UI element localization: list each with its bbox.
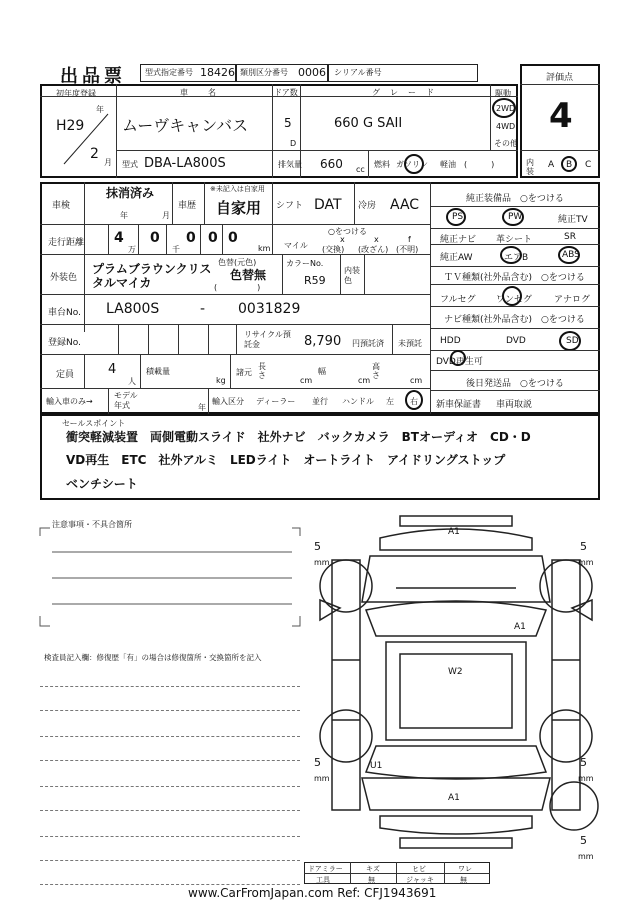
dims-label: 諸元 — [236, 368, 252, 377]
mileage-digit-5: 0 — [228, 230, 238, 246]
mileage-km: km — [258, 244, 271, 253]
legend-tools-value: 無 — [368, 876, 375, 884]
equip-abs-circle — [558, 246, 580, 264]
door-label: ドア数 — [274, 88, 298, 97]
chassis-dash: - — [200, 301, 206, 317]
sales-line-3: ベンチシート — [66, 477, 138, 491]
height-label: 高さ — [372, 362, 380, 380]
recycle-not: 未預託 — [398, 339, 422, 348]
navi-title: ナビ種類(社外品含む) ○をつける — [444, 315, 585, 325]
dvd-circle — [450, 350, 466, 366]
serial-label: シリアル番号 — [334, 68, 382, 77]
drive-4wd: 4WD — [496, 122, 516, 131]
door-unit: D — [290, 139, 297, 148]
equipment-title: 純正装備品 ○をつける — [466, 194, 564, 204]
history-note: ※未記入は自家用 — [210, 185, 265, 193]
sales-line-1: 衝突軽減装置 両側電動スライド 社外ナビ バックカメラ BTオーディオ CD・D — [66, 430, 531, 444]
tire-depth-rear-left: 5 — [314, 756, 321, 769]
class-no: 0006 — [298, 66, 326, 79]
legend-tools: 工具 — [316, 876, 330, 884]
legend-scratch: キズ — [366, 865, 380, 873]
equip-aw: 純正AW — [440, 253, 473, 263]
mileage-digit-1: 4 — [114, 230, 124, 246]
type-cert-no: 18426 — [200, 66, 235, 79]
model-value: DBA-LA800S — [144, 156, 226, 171]
unknown-label: (不明) — [396, 245, 419, 254]
first-reg-month: 2 — [90, 146, 99, 162]
tire-mm-rl: mm — [314, 774, 330, 783]
color-change-label: 色替(元色) — [218, 258, 257, 267]
model-year-label: モデル年式 — [114, 391, 138, 410]
model-label: 型式 — [122, 160, 138, 169]
equip-pw: PW — [508, 212, 523, 222]
after-manual: 車両取説 — [496, 400, 533, 410]
color-paren: ( ) — [214, 283, 261, 292]
drive-other: その他 — [494, 139, 518, 148]
equip-navi: 純正ナビ — [440, 235, 477, 245]
chassis-model: LA800S — [106, 301, 160, 317]
first-reg-label: 初年度登録 — [56, 89, 96, 98]
drive-2wd: 2WD — [496, 104, 516, 113]
history-value: 自家用 — [216, 199, 262, 217]
color-label: 外装色 — [50, 273, 78, 283]
recycle-value: 8,790 — [304, 334, 342, 349]
altered-label: (改ざん) — [358, 245, 389, 254]
car-damage-diagram — [300, 510, 620, 862]
equip-sr: SR — [564, 232, 576, 242]
mileage-circle-note: ○をつける — [328, 227, 367, 236]
notes-label: 注意事項・不具合箇所 — [52, 520, 132, 529]
fuel-diesel: 軽油 — [440, 160, 456, 169]
length-cm: cm — [300, 376, 313, 385]
handle-right: 右 — [410, 397, 418, 406]
cc-unit: cc — [356, 165, 365, 174]
grade-label: グレード — [372, 88, 444, 97]
tv-oneseg: ワンセグ — [496, 295, 533, 305]
notes-bracket — [38, 524, 304, 630]
import-parallel: 並行 — [312, 397, 328, 406]
replaced-label: (交換) — [322, 245, 345, 254]
equip-ps-circle — [446, 208, 466, 226]
height-cm: cm — [410, 376, 423, 385]
tv-title: ＴＶ種類(社外品含む) ○をつける — [444, 273, 585, 283]
shift-value: DAT — [314, 197, 342, 213]
tire-depth-front-left: 5 — [314, 540, 321, 553]
interior-color-label: 内装色 — [344, 266, 360, 285]
ac-value: AAC — [390, 197, 420, 213]
equip-leather: 革シート — [496, 235, 533, 245]
damage-mark-rear-bumper: A1 — [448, 793, 460, 803]
unknown-mark: f — [408, 235, 411, 244]
navi-sd: SD — [566, 336, 579, 346]
legend-jack-value: 無 — [460, 876, 467, 884]
width-label: 幅 — [318, 367, 326, 376]
recycle-label: リサイクル預託金 — [244, 330, 291, 349]
fuel-label: 燃料 — [374, 160, 390, 169]
equip-ps: PS — [452, 212, 464, 222]
damage-mark-right-side: A1 — [514, 622, 526, 632]
tire-depth-spare: 5 — [580, 834, 587, 847]
tire-depth-front-right: 5 — [580, 540, 587, 553]
door-count: 5 — [284, 116, 292, 130]
color-no: R59 — [304, 274, 326, 287]
tire-mm-fl: mm — [314, 558, 330, 567]
sales-line-2: VD再生 ETC 社外アルミ LEDライト オートライト アイドリングストップ — [66, 453, 506, 467]
navi-dvd: DVD — [506, 336, 526, 346]
after-title: 後日発送品 ○をつける — [466, 379, 564, 389]
handle-label: ハンドル — [342, 397, 374, 406]
mileage-man: 万 — [128, 245, 136, 254]
score-value: 4 — [549, 96, 573, 136]
mileage-digit-4: 0 — [208, 230, 218, 246]
tv-analog: アナログ — [554, 295, 591, 305]
ac-label: 冷房 — [358, 201, 377, 211]
inspector-label: 検査員記入欄：修復歴「有」の場合は修復箇所・交換箇所を記入 — [44, 653, 262, 662]
interior-grade-a: A — [548, 160, 555, 170]
recycle-unit: 円預託済 — [352, 339, 384, 348]
car-name-label: 車名 — [180, 88, 236, 97]
tire-mm-fr: mm — [578, 558, 594, 567]
type-cert-label: 型式指定番号 — [145, 68, 193, 77]
navi-sd-circle — [559, 331, 581, 351]
legend-mirror: ドアミラー — [308, 865, 343, 873]
month-label: 月 — [104, 158, 112, 167]
capacity-unit: 人 — [128, 377, 136, 386]
tire-mm-rr: mm — [578, 774, 594, 783]
import-dealer: ディーラー — [256, 397, 296, 406]
color-value: プラムブラウンクリス タルマイカ — [92, 262, 212, 290]
footer-ref: www.CarFromJapan.com Ref: CFJ1943691 — [188, 886, 437, 900]
sales-points-label: セールスポイント — [62, 419, 126, 428]
equip-abs: ABS — [562, 250, 580, 260]
mileage-digit-3: 0 — [186, 230, 196, 246]
tire-mm-spare: mm — [578, 852, 594, 861]
history-label: 車歴 — [178, 201, 197, 211]
class-label: 類別区分番号 — [240, 68, 288, 77]
mile-label: マイル — [284, 241, 308, 250]
dvd-playback: DVD再生可 — [436, 357, 483, 367]
equip-airbag-circle — [500, 246, 522, 264]
legend-break: ワレ — [458, 865, 472, 873]
shift-label: シフト — [276, 201, 304, 211]
interior-grade-circle — [561, 156, 577, 172]
capacity-value: 4 — [108, 362, 117, 377]
color-change-value: 色替無 — [230, 268, 267, 282]
equip-airbag: エアB — [504, 253, 529, 263]
reg-no-label: 登録No. — [48, 338, 81, 348]
tire-depth-rear-right: 5 — [580, 756, 587, 769]
mileage-digit-2: 0 — [150, 230, 160, 246]
chassis-label: 車台No. — [48, 308, 81, 318]
import-class-label: 輸入区分 — [212, 397, 244, 406]
color-no-label: カラーNo. — [286, 259, 324, 268]
displacement-label: 排気量 — [278, 160, 302, 169]
legend-jack: ジャッキ — [406, 876, 434, 884]
load-unit: kg — [216, 376, 226, 385]
after-warranty: 新車保証書 — [436, 400, 482, 410]
fuel-gasoline: ガソリン — [396, 160, 428, 169]
first-reg-year: H29 — [56, 118, 85, 134]
damage-mark-front-bumper: A1 — [448, 527, 460, 537]
drive-circle — [492, 98, 516, 118]
tv-oneseg-circle — [502, 286, 522, 306]
chassis-number: 0031829 — [238, 301, 301, 317]
fuel-circle — [404, 154, 424, 174]
mileage-label: 走行距離 — [48, 238, 85, 248]
form-title: 出品票 — [60, 66, 126, 87]
inspection-label: 車検 — [52, 201, 71, 211]
grade-value: 660 G SAII — [334, 116, 403, 131]
equip-tv: 純正TV — [558, 215, 588, 225]
mileage-sen: 千 — [172, 245, 180, 254]
interior-grade-b: B — [566, 160, 573, 170]
load-label: 積載量 — [146, 367, 170, 376]
equip-pw-circle — [502, 208, 524, 226]
damage-mark-roof: W2 — [448, 667, 463, 677]
displacement-value: 660 — [320, 157, 343, 171]
altered-mark: x — [374, 235, 379, 244]
drive-label: 駆動 — [495, 89, 511, 98]
interior-label: 内装 — [526, 158, 534, 176]
car-name: ムーヴキャンバス — [122, 116, 249, 135]
year-label: 年 — [96, 105, 104, 114]
capacity-label: 定員 — [56, 370, 75, 380]
import-label: 輸入車のみ→ — [46, 397, 93, 406]
handle-left: 左 — [386, 397, 394, 406]
damage-mark-rear-left: U1 — [370, 761, 383, 771]
score-label: 評価点 — [546, 73, 574, 83]
length-label: 長さ — [258, 362, 266, 380]
legend-crack: ヒビ — [412, 865, 426, 873]
navi-hdd: HDD — [440, 336, 461, 346]
tv-fullseg: フルセグ — [440, 295, 476, 305]
inspection-year: 年 — [120, 211, 128, 220]
width-cm: cm — [358, 376, 371, 385]
handle-circle — [405, 390, 423, 410]
inspection-value: 抹消済み — [106, 186, 155, 200]
fuel-other: ( ) — [464, 160, 495, 169]
replaced-mark: x — [340, 235, 345, 244]
model-year-unit: 年 — [198, 403, 206, 412]
interior-grade-c: C — [585, 160, 592, 170]
inspection-month: 月 — [162, 211, 170, 220]
